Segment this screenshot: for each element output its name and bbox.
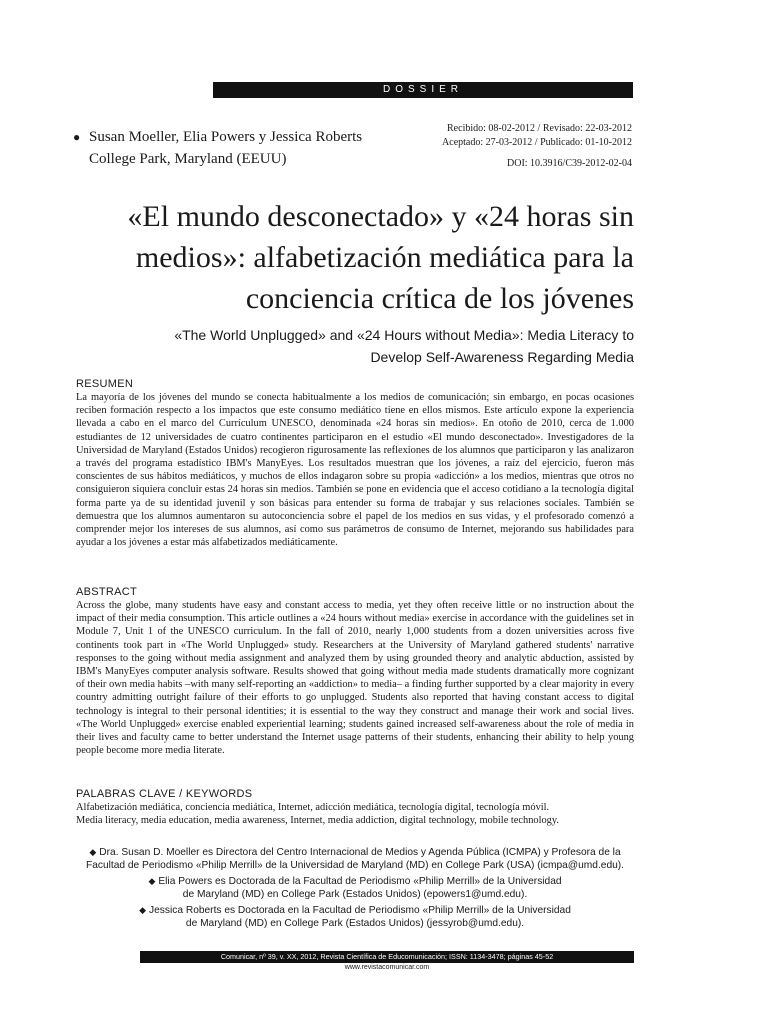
footer-website[interactable]: www.revistacomunicar.com — [344, 964, 430, 971]
abstract-text: Across the globe, many students have easy and constant access to media, yet they often receive little or no instruction about the impact of their media consumption. This article outlines a «24 hours without media» exercise in accordance with the guidelines set in Module 7, Unit 1 of the UNESCO curriculum. In the fall of 2010, nearly 1,000 students from a dozen universities across five continents took part in «The World Unplugged» study. Researchers at the University of Maryland gathered students' narrative responses to the going without media assignment and analyzed them by using grounded theory and analytic abduction, assisted by IBM's ManyEyes computer analysis software. Results showed that going without media made students dramatically more cognizant of their own media habits –with many self-reporting an «addiction» to media– a finding further supported by a clear majority in every country admitting outright failure of their efforts to go unplugged. Students also reported that having constant access to digital technology is integral to their personal identities; it is essential to the way they construct and manage their work and social lives. «The World Unplugged» exercise enabled experiential learning; students gained increased self-awareness about the role of media in their lives and faculty came to better understand the Internet usage patterns of their students, enhancing their ability to help young people become more media literate. — [76, 600, 634, 757]
footer-citation-bar — [140, 951, 634, 963]
resumen-text: La mayoría de los jóvenes del mundo se conecta habitualmente a los medios de comunicación; sin embargo, en pocas ocasiones reciben formación respecto a los impactos que este consumo mediático tiene en ellos mismos. Este artículo expone la experiencia llevada a cabo en el marco del Currículum UNESCO, denominada «24 horas sin medios». En otoño de 2010, cerca de 1.000 estudiantes de 12 universidades de cuatro continentes participaron en el estudio «El mundo desconectado». Investigadores de la Universidad de Maryland (Estados Unidos) recogieron rigurosamente las reflexiones de los alumnos que participaron y las analizaron a través del programa estadístico IBM's ManyEyes. Los resultados muestran que los jóvenes, a raíz del ejercicio, fueron más conscientes de sus hábitos mediáticos, y muchos de ellos indagaron sobre su propia «adicción» a los medios, mientras que otros no consiguieron siquiera concluir estas 24 horas sin medios. También se pone en evidencia que el acceso cotidiano a la tecnología digital forma parte ya de su identidad juvenil y son básicas para entender su forma de trabajar y sus relaciones sociales. También se demuestra que los alumnos aumentaron su autoconciencia sobre el papel de los medios en sus vidas, y el profesorado comenzó a comprender mejor los intereses de sus alumnos, así como sus parámetros de consumo de Internet, mejorando sus habilidades para ayudar a los jóvenes a estar más alfabetizados mediáticamente. — [76, 392, 634, 549]
article-subtitle — [60, 324, 634, 368]
resumen-section — [76, 378, 634, 549]
subtitle-line-2: Develop Self-Awareness Regarding Media — [370, 349, 634, 365]
affiliation-powers — [70, 875, 640, 901]
keywords-section — [76, 788, 634, 827]
section-label: DOSSIER — [382, 84, 463, 95]
affiliation-line: de Maryland (MD) en College Park (Estados Unidos) (epowers1@umd.edu). — [182, 889, 528, 900]
footer-citation: Comunicar, nº 39, v. XX, 2012, Revista Científica de Educomunicación; ISSN: 1134-3478; páginas 45-52 — [220, 952, 554, 961]
bullet-icon: ● — [73, 130, 81, 144]
affiliation-roberts — [70, 904, 640, 930]
resumen-heading: RESUMEN — [76, 378, 134, 390]
affiliation-line: Elia Powers es Doctorada de la Facultad de Periodismo «Philip Merrill» de la Universidad — [158, 876, 562, 887]
publication-dates — [332, 122, 632, 171]
affiliation-moeller — [70, 846, 640, 872]
accepted-date: Aceptado: 27-03-2012 / Publicado: 01-10-2012 — [442, 137, 632, 148]
keywords-heading: PALABRAS CLAVE / KEYWORDS — [76, 788, 253, 800]
diamond-icon: ◆ — [89, 847, 97, 857]
section-label-bar — [213, 82, 633, 98]
subtitle-line-1: «The World Unplugged» and «24 Hours without Media»: Media Literacy to — [174, 327, 634, 343]
diamond-icon: ◆ — [148, 876, 156, 886]
received-date: Recibido: 08-02-2012 / Revisado: 22-03-2012 — [447, 123, 632, 134]
author-affiliations — [70, 846, 640, 933]
diamond-icon: ◆ — [139, 905, 147, 915]
abstract-heading: ABSTRACT — [76, 586, 138, 598]
keywords-en: Media literacy, media education, media awareness, Internet, media addiction, digital technology, mobile technology. — [76, 815, 559, 827]
title-line-3: conciencia crítica de los jóvenes — [245, 282, 634, 315]
abstract-section — [76, 586, 634, 757]
doi: DOI: 10.3916/C39-2012-02-04 — [507, 158, 632, 169]
article-title — [60, 196, 634, 319]
affiliation-line: Jessica Roberts es Doctorada en la Facultad de Periodismo «Philip Merrill» de la Universidad — [149, 905, 571, 916]
title-line-1: «El mundo desconectado» y «24 horas sin — [127, 200, 634, 233]
keywords-es: Alfabetización mediática, conciencia mediática, Internet, adicción mediática, tecnología digital, tecnología móvil. — [76, 802, 550, 813]
author-location: College Park, Maryland (EEUU) — [89, 151, 287, 167]
affiliation-line: de Maryland (MD) en College Park (Estados Unidos) (jessyrob@umd.edu). — [185, 918, 525, 929]
affiliation-line: Facultad de Periodismo «Philip Merrill» de la Universidad de Maryland (MD) en College Park (USA) (icmpa@umd.edu). — [85, 860, 625, 871]
affiliation-line: Dra. Susan D. Moeller es Directora del Centro Internacional de Medios y Agenda Pública (ICMPA) y Profesora de la — [99, 847, 621, 858]
title-line-2: medios»: alfabetización mediática para la — [135, 241, 634, 274]
author-list: Susan Moeller, Elia Powers y Jessica Roberts — [89, 129, 363, 145]
